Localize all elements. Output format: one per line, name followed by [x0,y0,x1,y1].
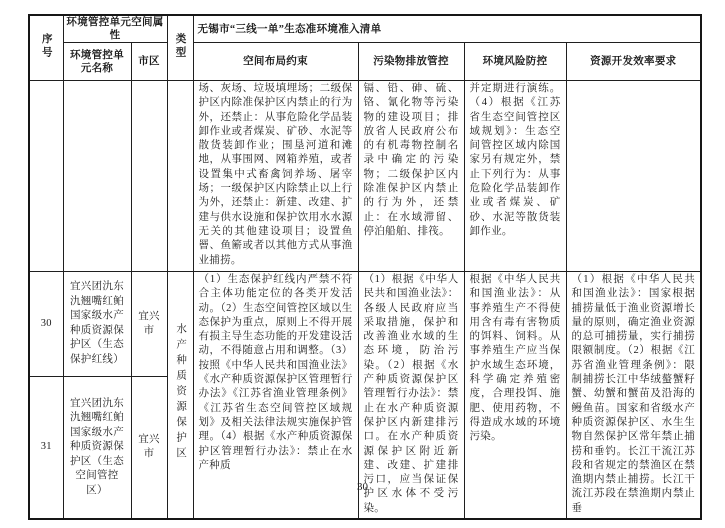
cell-risk-30-31: 根据《中华人民共和国渔业法》：从事养殖生产不得使用含有毒有害物质的饵料、饲料。从事养殖生产应当保护水域生态环境，科学确定养殖密度，合理投饵、施肥、使用药物，不得造成水域的环境污染。 [464,272,566,520]
cell-resource-empty [566,81,701,272]
cell-serial-empty [29,81,63,272]
cell-resource-30-31: （1）根据《中华人民共和国渔业法》：国家根据捕捞量低于渔业资源增长量的原则，确定渔业资源的总可捕捞量，实行捕捞限额制度。（2）根据《江苏省渔业管理条例》：限制捕捞长江中华绒螯蟹籽蟹、幼蟹和蟹苗及沿海的鳗鱼苗。国家和省级水产种质资源保护区、水生生物自然保护区常年禁止捕捞和垂钓。长江干流江苏段和省规定的禁渔区在禁渔期内禁止捕捞。长江干流江苏段在禁渔期内禁止垂 [566,272,701,520]
cell-district-31: 宜兴市 [131,376,167,519]
table-row-30 [29,272,701,377]
header-type-label: 类型 [174,32,186,60]
header-spatial: 空间布局约束 [193,43,358,81]
header-group-spatial-attr: 环境管控单元空间属性 [63,15,167,43]
cell-type-empty [167,81,193,272]
cell-unit-name-31: 宜兴团氿东氿翘嘴红鲌国家级水产种质资源保护区（生态空间管控区） [63,376,131,519]
cell-type-label: 水产种质资源保护区 [175,322,187,463]
cell-district-empty [131,81,167,272]
header-serial-label: 序号 [40,32,52,60]
cell-unit-name-30: 宜兴团氿东氿翘嘴红鲌国家级水产种质资源保护区（生态保护红线） [63,272,131,377]
cell-serial-31: 31 [29,376,63,519]
cell-unit-name-empty [63,81,131,272]
header-pollutant: 污染物排放管控 [358,43,464,81]
header-resource: 资源开发效率要求 [566,43,701,81]
cell-risk-continuation: 并定期进行演练。（4）根据《江苏省生态空间管控区域规划》：生态空间管控区域内除国家另有规定外，禁止下列行为：从事危险化学品装卸作业或者煤炭、矿砂、水泥等散货装卸作业。 [464,81,566,272]
header-type [167,15,193,81]
header-district: 市区 [131,43,167,81]
cell-spatial-continuation: 场、灰场、垃圾填埋场；二级保护区内除准保护区内禁止的行为外，还禁止：从事危险化学品装卸作业或者煤炭、矿砂、水泥等散货装卸作业；围垦河道和滩地，从事围网、网箱养殖，或者设置集中式畜禽饲养场、屠宰场；一级保护区内除禁止以上行为外，还禁止：新建、改建、扩建与供水设施和保护饮用水水源无关的其他建设项目；设置鱼罾、鱼簖或者以其他方式从事渔业捕捞。 [193,81,358,272]
cell-district-30: 宜兴市 [131,272,167,377]
header-unit-name: 环境管控单元名称 [63,43,131,81]
header-risk: 环境风险防控 [464,43,566,81]
table-row-continuation [29,81,701,272]
cell-serial-30: 30 [29,272,63,377]
header-row-2 [29,43,701,81]
header-serial [29,15,63,81]
header-group-list-title: 无锡市“三线一单”生态准环境准入清单 [193,15,701,43]
cell-pollutant-continuation: 镉、铅、砷、硫、铬、氰化物等污染物的建设项目；排放省人民政府公布的有机毒物控制名录中确定的污染物；二级保护区内除准保护区内禁止的行为外，还禁止：在水域滞留、停泊船舶、排筏。 [358,81,464,272]
header-row-1 [29,15,701,43]
cell-spatial-30-31: （1）生态保护红线内严禁不符合主体功能定位的各类开发活动。（2）生态空间管控区域以生态保护为重点，原则上不得开展有损主导生态功能的开发建设活动，不得随意占用和调整。（3）按照《中华人民共和国渔业法》《水产种质资源保护区管理暂行办法》《江苏省渔业管理条例》《江苏省生态空间管控区域规划》及相关法律法规实施保护管理。（4）根据《水产种质资源保护区管理暂行办法》：禁止在水产种质 [193,272,358,520]
page-number: 30 [357,481,368,493]
cell-pollutant-30-31: （1）根据《中华人民共和国渔业法》：各级人民政府应当采取措施，保护和改善渔业水域的生态环境，防治污染。（2）根据《水产种质资源保护区管理暂行办法》：禁止在水产种质资源保护区内新建排污口。在水产种质资源保护区附近新建、改建、扩建排污口，应当保证保护区水体不受污染。 [358,272,464,520]
access-list-table [28,14,702,520]
